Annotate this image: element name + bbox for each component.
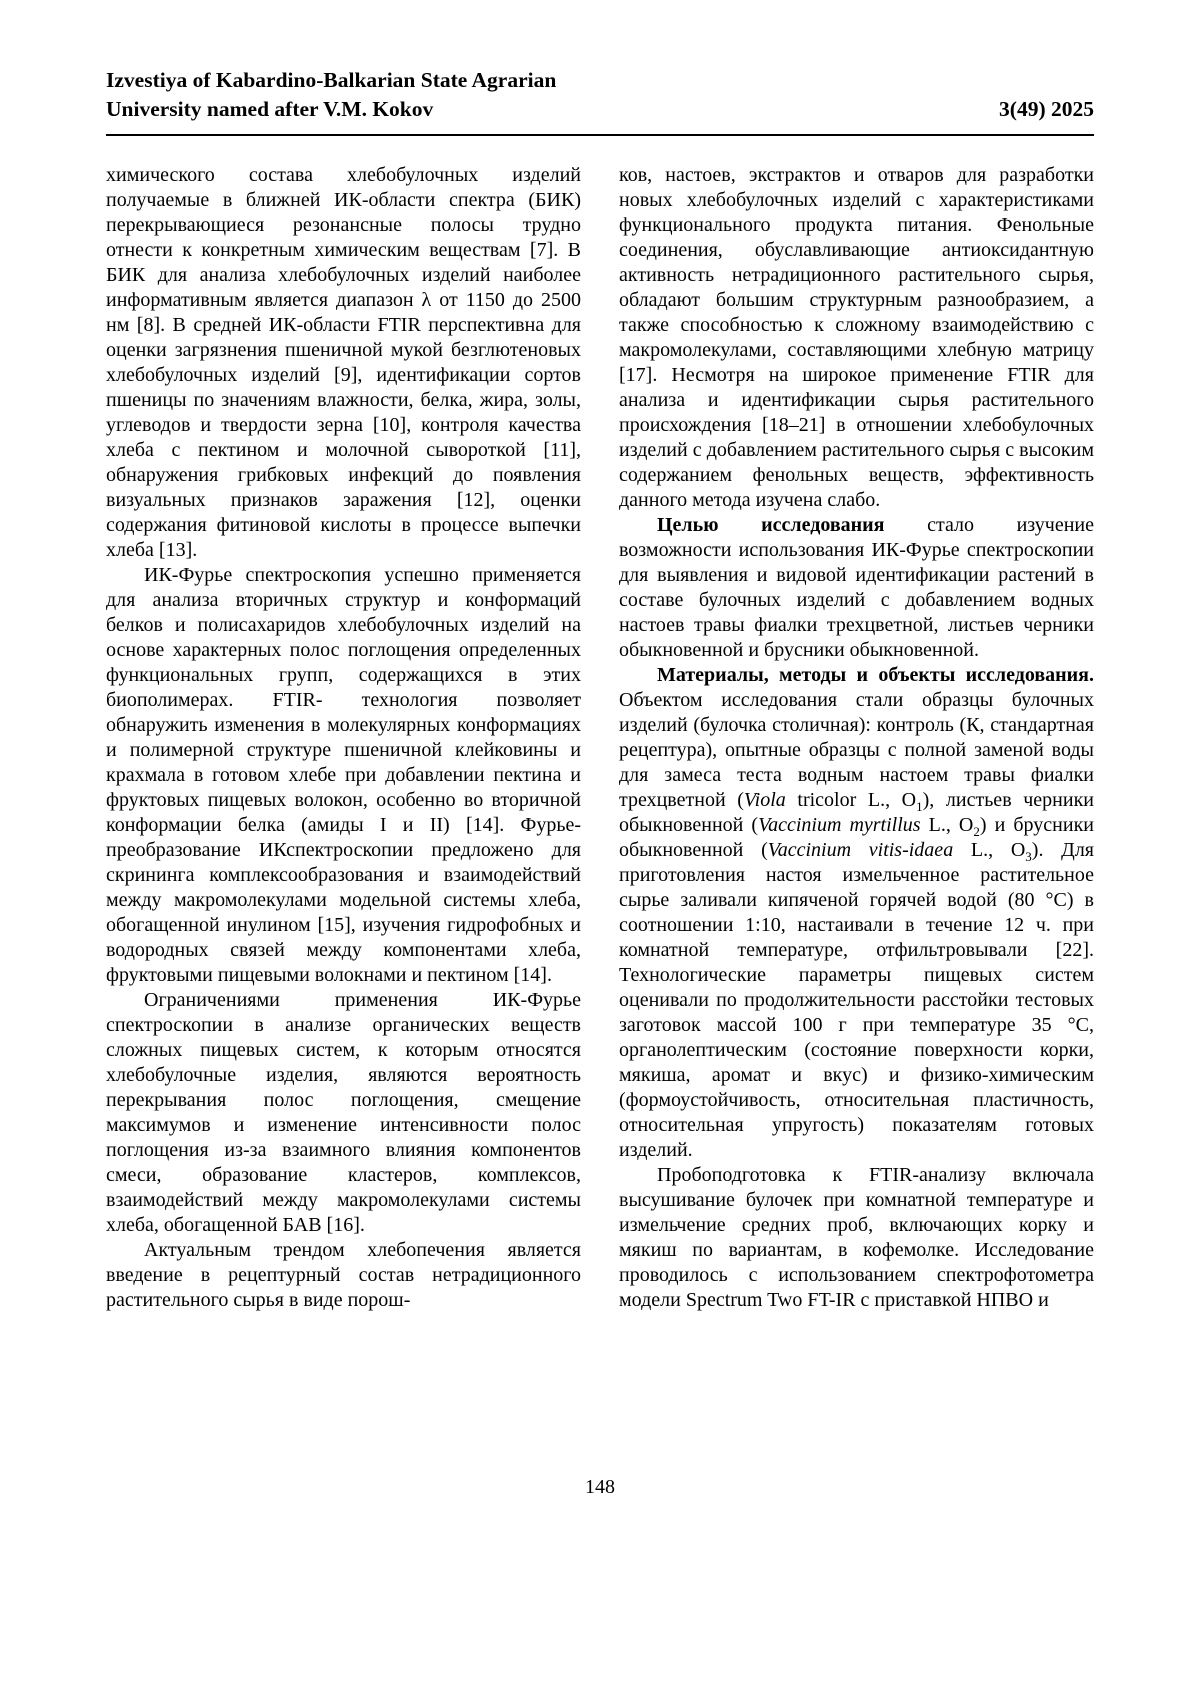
text-run: tricolor L., O — [785, 789, 917, 811]
page-number: 148 — [585, 1476, 615, 1498]
text-run: Целью исследования — [657, 514, 885, 536]
article-body — [106, 163, 1094, 1313]
text-run: Ограничениями применения ИК-Фурье спектроскопии в анализе органических веществ сложных пищевых систем, к которым относятся хлебобулочные изделия, являются вероятность перекрывания полос поглощения, смещение максимумов и изменение интенсивности полос поглощения из-за взаимного влияния компонентов смеси, образование кластеров, комплексов, взаимодействий между макромолекулами системы хлеба, обогащенной БАВ [16]. — [106, 989, 581, 1236]
text-run: Vaccinium vitis-idaea — [767, 839, 954, 861]
text-run: ). Для приготовления настоя измельченное растительное сырье заливали кипяченой горячей водой (80 °C) в соотношении 1:10, настаивали в течение 12 ч. при комнатной температуре, отфильтровывали [22]. Технологические параметры пищевых систем оценивали по продолжительности расстойки тестовых заготовок массой 100 г при температуре 35 °C, органолептическим (состояние поверхности корки, мякиша, аромат и вкус) и физико-химическим (формоустойчивость, относительная пластичность, относительная упругость) показателям готовых изделий. — [619, 839, 1094, 1161]
header-divider — [106, 134, 1094, 136]
page-header — [106, 66, 1094, 136]
paragraph — [106, 1238, 581, 1313]
text-run: Vaccinium myrtillus — [758, 814, 921, 836]
journal-title-line2: University named after V.M. Kokov — [106, 97, 434, 121]
paragraph — [619, 163, 1094, 513]
issue-info: 3(49) 2025 — [999, 97, 1094, 121]
text-run: химического состава хлебобулочных изделий получаемые в ближней ИК-области спектра (БИК) перекрывающиеся резонансные полосы трудно отнести к конкретным химическим веществам [7]. В БИК для анализа хлебобулочных изделий наиболее информативным является диапазон λ от 1150 до 2500 нм [8]. В средней ИК-области FTIR перспективна для оценки загрязнения пшеничной мукой безглютеновых хлебобулочных изделий [9], идентификации сортов пшеницы по значениям влажности, белка, жира, золы, углеводов и твердости зерна [10], контроля качества хлеба с пектином и молочной сывороткой [11], обнаружения грибковых инфекций до появления визуальных признаков заражения [12], оценки содержания фитиновой кислоты в процессе выпечки хлеба [13]. — [106, 164, 581, 561]
text-run: ), листьев черники обыкновенной ( — [619, 789, 1094, 836]
paragraph — [619, 1163, 1094, 1313]
text-run: ИК-Фурье спектроскопия успешно применяется для анализа вторичных структур и конформаций белков и полисахаридов хлебобулочных изделий на основе характерных полос поглощения определенных функциональных групп, содержащихся в этих биополимерах. FTIR- технология позволяет обнаружить изменения в молекулярных конформациях и полимерной структуре пшеничной клейковины и крахмала в готовом хлебе при добавлении пектина и фруктовых пищевых волокон, особенно во вторичной конформации белка (амиды I и II) [14]. Фурье-преобразование ИКспектроскопии предложено для скрининга комплексообразования и взаимодействий между макромолекулами модельной системы хлеба, обогащенной инулином [15], изучения гидрофобных и водородных связей между компонентами хлеба, фруктовыми пищевыми волокнами и пектином [14]. — [106, 564, 581, 986]
paragraph — [619, 663, 1094, 1163]
text-run: 2 — [973, 824, 980, 839]
text-run: 1 — [916, 799, 923, 814]
paragraph — [106, 563, 581, 988]
journal-title-line1: Izvestiya of Kabardino-Balkarian State Agrarian — [106, 68, 557, 92]
paragraph — [106, 163, 581, 563]
text-run: Актуальным трендом хлебопечения является введение в рецептурный состав нетрадиционного растительного сырья в виде порош- — [106, 1239, 581, 1311]
text-run: Пробоподготовка к FTIR-анализу включала высушивание булочек при комнатной температуре и измельчение средних проб, включающих корку и мякиш по вариантам, в кофемолке. Исследование проводилось с использованием спектрофотометра модели Spectrum Two FT-IR с приставкой НПВО и — [619, 1164, 1094, 1311]
text-run: Viola — [743, 789, 786, 811]
text-run: ) и брусники обыкновенной ( — [619, 814, 1094, 861]
text-run: Объектом исследования стали образцы булочных изделий (булочка столичная): контроль (К, стандартная рецептура), опытные образцы с полной заменой воды для замеса теста водным настоем травы фиалки трехцветной ( — [619, 689, 1094, 811]
left-column — [106, 163, 581, 1313]
text-run: стало изучение возможности использования ИК-Фурье спектроскопии для выявления и видовой идентификации растений в составе булочных изделий с добавлением водных настоев травы фиалки трехцветной, листьев черники обыкновенной и брусники обыкновенной. — [619, 514, 1094, 661]
text-run: L., O — [953, 839, 1026, 861]
right-column — [619, 163, 1094, 1313]
journal-title-row2 — [106, 95, 1094, 124]
text-run: 3 — [1025, 849, 1032, 864]
text-run: ков, настоев, экстрактов и отваров для разработки новых хлебобулочных изделий с характеристиками функционального продукта питания. Фенольные соединения, обуславливающие антиоксидантную активность нетрадиционного растительного сырья, обладают большим структурным разнообразием, а также способностью к сложному взаимодействию с макромолекулами, составляющими хлебную матрицу [17]. Несмотря на широкое применение FTIR для анализа и идентификации сырья растительного происхождения [18–21] в отношении хлебобулочных изделий с добавлением растительного сырья с высоким содержанием фенольных веществ, эффективность данного метода изучена слабо. — [619, 164, 1094, 511]
page-footer — [0, 1476, 1200, 1499]
paragraph — [619, 513, 1094, 663]
paragraph — [106, 988, 581, 1238]
text-run: Материалы, методы и объекты исследования. — [657, 664, 1094, 686]
text-run: L., O — [920, 814, 974, 836]
